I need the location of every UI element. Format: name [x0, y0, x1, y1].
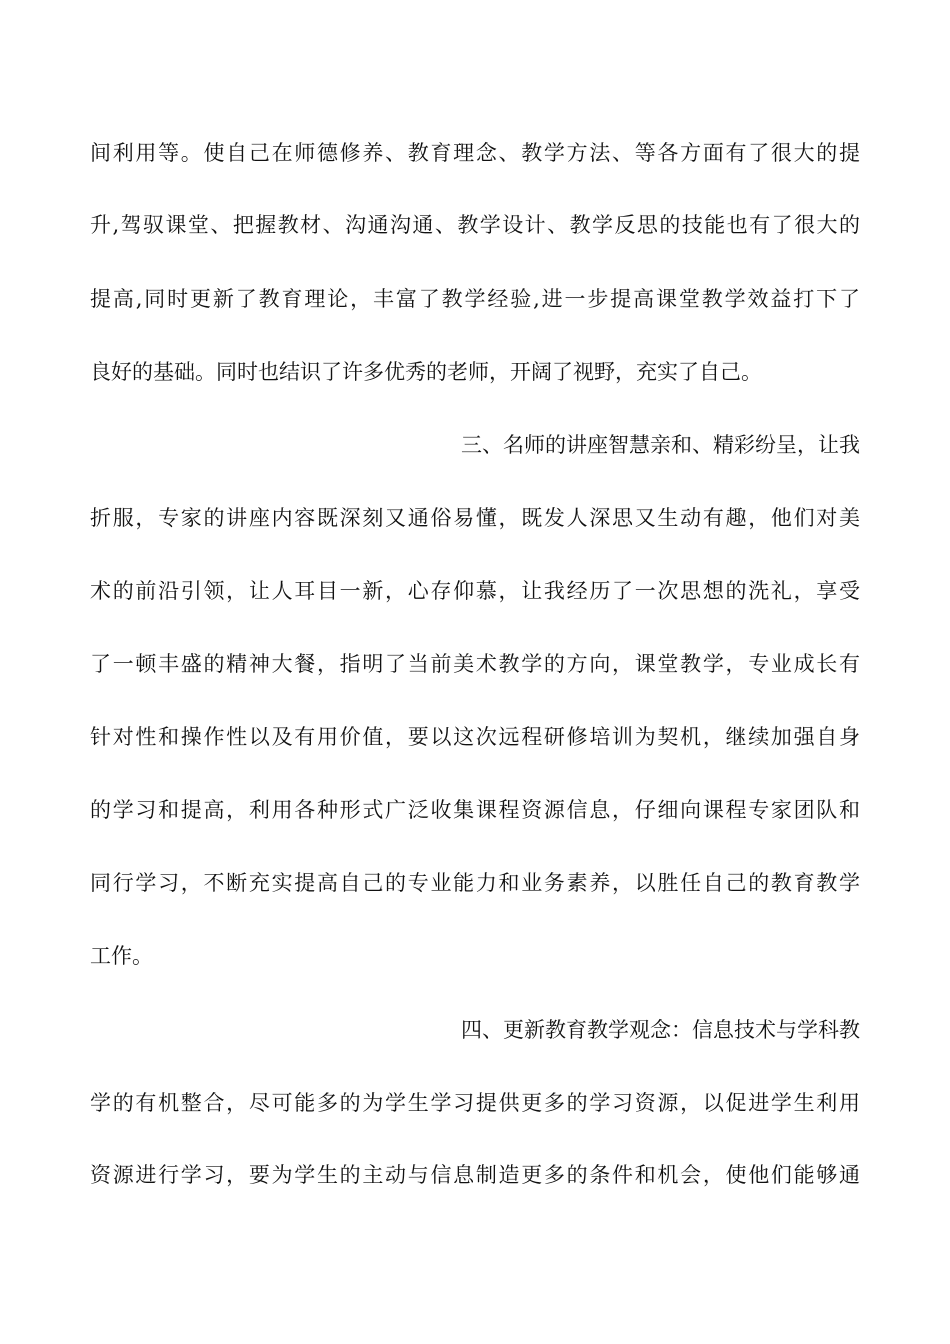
text-line-6: 折服，专家的讲座内容既深刻又通俗易懂，既发人深思又生动有趣，他们对美 — [90, 506, 860, 530]
text-line-9: 针对性和操作性以及有用价值，要以这次远程研修培训为契机，继续加强自身 — [90, 725, 860, 749]
text-line-8: 了一顿丰盛的精神大餐，指明了当前美术教学的方向，课堂教学，专业成长有 — [90, 652, 860, 676]
text-line-10: 的学习和提高，利用各种形式广泛收集课程资源信息，仔细向课程专家团队和 — [90, 798, 860, 822]
text-line-2: 升,驾驭课堂、把握教材、沟通沟通、教学设计、教学反思的技能也有了很大的 — [90, 213, 860, 237]
text-line-1: 间利用等。使自己在师德修养、教育理念、教学方法、等各方面有了很大的提 — [90, 141, 860, 165]
section-three-heading-line: 三、名师的讲座智慧亲和、精彩纷呈，让我 — [461, 433, 860, 457]
text-line-4: 良好的基础。同时也结识了许多优秀的老师，开阔了视野，充实了自己。 — [90, 360, 762, 384]
text-line-14: 学的有机整合，尽可能多的为学生学习提供更多的学习资源，以促进学生利用 — [90, 1091, 860, 1115]
text-line-3: 提高,同时更新了教育理论，丰富了教学经验,进一步提高课堂教学效益打下了 — [90, 287, 860, 311]
text-line-12: 工作。 — [90, 944, 153, 968]
text-line-15: 资源进行学习，要为学生的主动与信息制造更多的条件和机会，使他们能够通 — [90, 1163, 860, 1187]
section-four-heading-line: 四、更新教育教学观念：信息技术与学科教 — [461, 1018, 860, 1042]
text-line-11: 同行学习，不断充实提高自己的专业能力和业务素养，以胜任自己的教育教学 — [90, 871, 860, 895]
text-line-7: 术的前沿引领，让人耳目一新，心存仰慕，让我经历了一次思想的洗礼，享受 — [90, 579, 860, 603]
